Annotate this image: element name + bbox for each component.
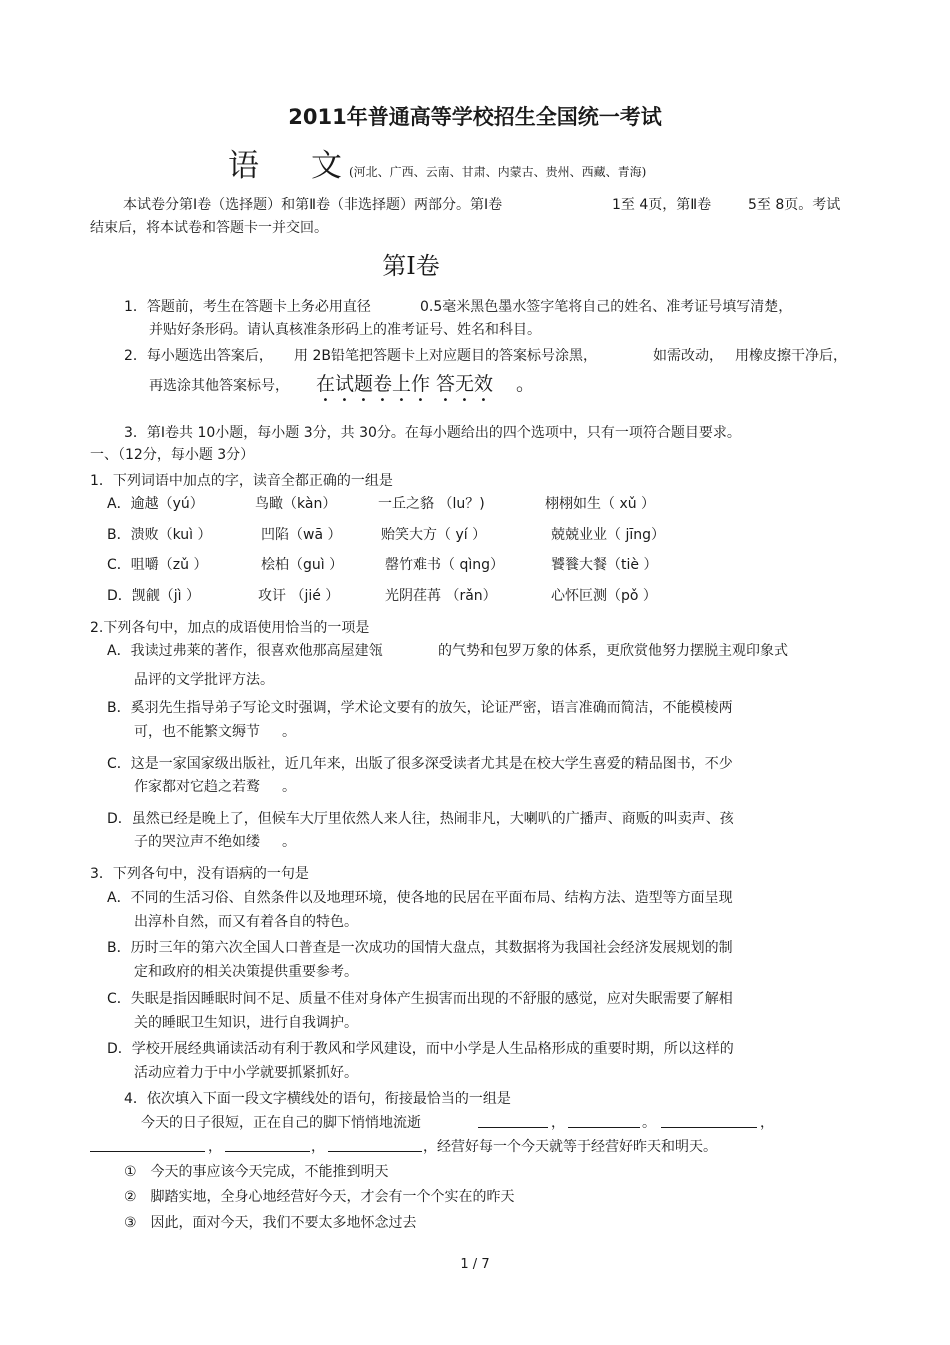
q1-d-4: 心怀叵测（pǒ ） <box>551 588 657 604</box>
q1-d-1: D．觊觎（jì ） <box>107 588 201 604</box>
q4-blank-5 <box>225 1137 310 1157</box>
q4-comma-3: ， <box>208 1139 222 1155</box>
q2-b-line-2a: 可，也不能繁文缛节 <box>134 724 260 740</box>
q3-b-line-1: B．历时三年的第六次全国人口普查是一次成功的国情大盘点，其数据将为我国社会经济发展规划的制 <box>107 940 733 956</box>
q3-stem: 3．下列各句中，没有语病的一句是 <box>90 866 309 882</box>
q2-b-line-1: B．奚羽先生指导弟子写论文时强调，学术论文要有的放矢，论证严密，语言准确而简洁，不能模棱两 <box>107 700 733 716</box>
q1-a-1: A．逾越（yú） <box>107 496 204 512</box>
q1-c-1: C．咀嚼（zǔ ） <box>107 557 208 573</box>
q4-blank-2 <box>568 1113 640 1133</box>
q3-a-line-1: A．不同的生活习俗、自然条件以及地理环境，使各地的民居在平面布局、结构方法、造型等方面呈现 <box>107 890 733 906</box>
q1-c-3: 罄竹难书（ qìng） <box>385 557 504 573</box>
subject-char-2: 文 <box>311 148 342 184</box>
q4-comma-4: ， <box>311 1139 325 1155</box>
q2-d-line-1: D．虽然已经是晚上了，但候车大厅里依然人来人往，热闹非凡，大喇叭的广播声、商贩的叫卖声、孩 <box>107 811 734 827</box>
note-2e: 再选涂其他答案标号， <box>149 378 289 394</box>
note-3: 3．第Ⅰ卷共 10小题，每小题 3分，共 30分。在每小题给出的四个选项中，只有一项符合题目要求。 <box>124 425 741 441</box>
q2-a-line-2: 品评的文学批评方法。 <box>134 672 274 688</box>
volume-title: 第Ⅰ卷 <box>382 252 440 280</box>
q2-d-line-2b: 。 <box>282 834 296 850</box>
q1-b-3: 贻笑大方（ yí ） <box>381 527 487 543</box>
section-1-heading: 一、（12分，每小题 3分） <box>90 447 255 463</box>
q3-d-line-1: D．学校开展经典诵读活动有利于教风和学风建设，而中小学是人生品格形成的重要时期，所以这样的 <box>107 1041 734 1057</box>
q2-c-line-1: C．这是一家国家级出版社，近几年来，出版了很多深受读者尤其是在校大学生喜爱的精品图书，不少 <box>107 756 733 772</box>
subject-regions: (河北、广西、云南、甘肃、内蒙古、贵州、西藏、青海) <box>349 165 647 179</box>
q1-a-2: 鸟瞰（kàn） <box>255 496 337 512</box>
q1-a-4: 栩栩如生（ xǔ ） <box>545 496 656 512</box>
q1-b-1: B．溃败（kuì ） <box>107 527 212 543</box>
q1-c-2: 桧柏（guì ） <box>261 557 344 573</box>
q2-c-line-2a: 作家都对它趋之若鹜 <box>134 779 260 795</box>
q3-c-line-1: C．失眠是指因睡眠时间不足、质量不佳对身体产生损害而出现的不舒服的感觉，应对失眠需要了解相 <box>107 991 733 1007</box>
intro-line-1b: 1至 4页，第Ⅱ卷 <box>612 197 712 213</box>
q4-option-3: ③ 因此，面对今天，我们不要太多地怀念过去 <box>124 1215 417 1231</box>
q2-a-line-1a: A．我读过弗莱的著作，很喜欢他那高屋建瓴 <box>107 643 383 659</box>
q3-b-line-2: 定和政府的相关决策提供重要参考。 <box>134 964 358 980</box>
intro-line-2: 结束后，将本试卷和答题卡一并交回。 <box>90 220 328 236</box>
q4-blank-6 <box>328 1137 422 1157</box>
intro-line-1c: 5至 8页。考试 <box>748 197 841 213</box>
note-2c: 如需改动， <box>653 348 723 364</box>
q1-b-4: 兢兢业业（ jīng） <box>551 527 665 543</box>
q4-comma-1: ， <box>551 1115 565 1131</box>
note-2a: 2．每小题选出答案后， <box>124 348 273 364</box>
note-1c: 并贴好条形码。请认真核准条形码上的准考证号、姓名和科目。 <box>149 322 541 338</box>
q1-d-3: 光阴荏苒 （rǎn） <box>385 588 497 604</box>
q1-b-2: 凹陷（wā ） <box>261 527 342 543</box>
q4-blank-3 <box>661 1113 757 1133</box>
subject-char-1: 语 <box>228 148 259 184</box>
q1-a-3: 一丘之貉 （lu？) <box>378 496 485 512</box>
q4-option-1: ① 今天的事应该今天完成，不能推到明天 <box>124 1164 389 1180</box>
q2-b-line-2b: 。 <box>282 724 296 740</box>
q3-d-line-2: 活动应着力于中小学就要抓紧抓好。 <box>134 1065 358 1081</box>
note-2b: 用 2B铅笔把答题卡上对应题目的答案标号涂黑， <box>294 348 597 364</box>
note-2d: 用橡皮擦干净后， <box>735 348 847 364</box>
q2-stem: 2.下列各句中，加点的成语使用恰当的一项是 <box>90 620 370 636</box>
q1-c-4: 饕餮大餐（tiè ） <box>551 557 658 573</box>
q3-c-line-2: 关的睡眠卫生知识，进行自我调护。 <box>134 1015 358 1031</box>
q2-d-line-2a: 子的哭泣声不绝如缕 <box>134 834 260 850</box>
q4-passage-line-2: ，经营好每一个今天就等于经营好昨天和明天。 <box>423 1139 717 1155</box>
q4-option-2: ② 脚踏实地，全身心地经营好今天，才会有一个个实在的昨天 <box>124 1189 515 1205</box>
q2-a-line-1b: 的气势和包罗万象的体系，更欣赏他努力摆脱主观印象式 <box>438 643 788 659</box>
note-2-period: 。 <box>516 373 536 395</box>
q4-blank-4 <box>90 1137 205 1157</box>
exam-title: 2011年普通高等学校招生全国统一考试 <box>288 105 662 129</box>
intro-line-1a: 本试卷分第Ⅰ卷（选择题）和第Ⅱ卷（非选择题）两部分。第Ⅰ卷 <box>123 197 503 213</box>
q4-passage-line-1: 今天的日子很短，正在自己的脚下悄悄地流逝 <box>141 1115 421 1131</box>
q1-d-2: 攻讦 （jié ） <box>258 588 340 604</box>
q2-c-line-2b: 。 <box>282 779 296 795</box>
q4-comma-2: ， <box>760 1115 774 1131</box>
note-1b: 0.5毫米黑色墨水签字笔将自己的姓名、准考证号填写清楚， <box>420 299 793 315</box>
q4-stem: 4．依次填入下面一段文字横线处的语句，衔接最恰当的一组是 <box>124 1091 511 1107</box>
q4-period-1: 。 <box>642 1115 656 1131</box>
q3-a-line-2: 出淳朴自然，而又有着各自的特色。 <box>134 914 358 930</box>
q4-blank-1 <box>478 1113 548 1133</box>
page-number: 1 / 7 <box>460 1257 490 1272</box>
note-2-emphasis: 在试题卷上作 答无效 <box>316 373 494 395</box>
note-1a: 1．答题前，考生在答题卡上务必用直径 <box>124 299 371 315</box>
q1-stem: 1．下列词语中加点的字，读音全都正确的一组是 <box>90 473 393 489</box>
